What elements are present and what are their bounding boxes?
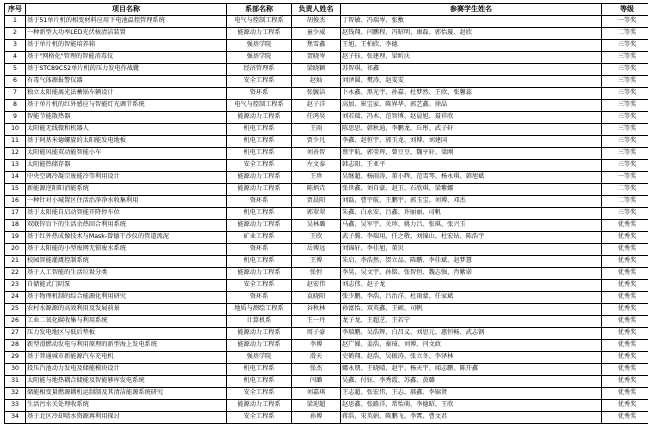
cell-title: 智能节能散热器	[26, 112, 227, 124]
cell-level: 优秀奖	[602, 376, 648, 388]
cell-level: 三等奖	[602, 208, 648, 220]
table-row[interactable]	[5, 352, 648, 364]
cell-num: 33	[5, 400, 26, 412]
table-row[interactable]	[5, 196, 648, 208]
cell-title: 工业二氧化碳收集与利用系统	[26, 316, 227, 328]
cell-title: 新能源逆阳阳消能系统	[26, 184, 227, 196]
table-body	[5, 16, 648, 424]
cell-dept: 能源动力工程系	[227, 172, 292, 184]
cell-dept: 资环系	[227, 244, 292, 256]
cell-num: 24	[5, 292, 26, 304]
table-row[interactable]	[5, 100, 648, 112]
cell-title: 压力发电地区与低后垫板	[26, 328, 227, 340]
column-header-dept: 系部名称	[227, 4, 292, 16]
cell-level: 优秀奖	[602, 340, 648, 352]
table-row[interactable]	[5, 184, 648, 196]
cell-level: 优秀奖	[602, 328, 648, 340]
cell-dept: 资环系	[227, 292, 292, 304]
cell-students: 赵思鑫、张路洋、常怡萌、李德昭、王欣	[341, 400, 602, 412]
cell-num: 25	[5, 304, 26, 316]
cell-leader: 梁晓颖	[292, 64, 341, 76]
cell-level: 优秀奖	[602, 316, 648, 328]
cell-leader: 谷秋林	[292, 304, 341, 316]
cell-num: 15	[5, 184, 26, 196]
cell-leader: 梁迎超	[292, 400, 341, 412]
table-row[interactable]	[5, 400, 648, 412]
cell-students: 吴鑫、付钰、李秀霞、苏鑫、黄璐	[341, 376, 602, 388]
cell-title: 太阳能热储存器	[26, 160, 227, 172]
cell-leader: 任鸿昊	[292, 112, 341, 124]
cell-title: 太阳能风能双动能智能小车	[26, 148, 227, 160]
cell-level: 优秀奖	[602, 292, 648, 304]
cell-dept: 机电工程系	[227, 208, 292, 220]
cell-students: 史鹤翔、赵浩、吴振涛、张立冬、李泽林	[341, 352, 602, 364]
table-row[interactable]	[5, 136, 648, 148]
table-row[interactable]	[5, 268, 648, 280]
cell-num: 1	[5, 16, 26, 28]
cell-level: 三等奖	[602, 64, 648, 76]
table-row[interactable]	[5, 220, 648, 232]
cell-title: 基于太阳能自启动智能开降停车位	[26, 208, 227, 220]
cell-num: 2	[5, 28, 26, 40]
table-row[interactable]	[5, 172, 648, 184]
cell-students: 吴继超、杨雨涛、董小辉、范雪琴、杨永琪、韩旭斌	[341, 172, 602, 184]
column-header-students: 参赛学生姓名	[341, 4, 602, 16]
cell-leader: 赵灿	[292, 76, 341, 88]
cell-dept: 能源动力工程系	[227, 400, 292, 412]
table-header-row	[5, 4, 648, 16]
table-row[interactable]	[5, 52, 648, 64]
cell-students: 张少鹏、李浩、吕治洋、杜雨蒙、任家斌	[341, 292, 602, 304]
cell-num: 21	[5, 256, 26, 268]
cell-num: 3	[5, 40, 26, 52]
cell-title: 基于"网格化"管理的智能消毒仪	[26, 52, 227, 64]
cell-dept: 能源动力工程系	[227, 184, 292, 196]
cell-title: 有毒气体源报警仪器	[26, 76, 227, 88]
table-row[interactable]	[5, 256, 648, 268]
cell-title: 基于太阳能的小型废网无锁废水系统	[26, 244, 227, 256]
cell-students: 韩志阳、王亚平	[341, 160, 602, 172]
cell-title: 投压汽池动力发电及储能模块设计	[26, 364, 227, 376]
cell-students: 蒋浩、宋英娟、陈鹏飞、李霄、曹文君	[341, 412, 602, 424]
cell-dept: 机电工程系	[227, 364, 292, 376]
table-row[interactable]	[5, 316, 648, 328]
cell-leader: 张杰	[292, 364, 341, 376]
cell-dept: 能源动力工程系	[227, 28, 292, 40]
table-row[interactable]	[5, 304, 648, 316]
table-row[interactable]	[5, 232, 648, 244]
cell-leader: 王欣	[292, 232, 341, 244]
cell-students: 李瑞鹏、吴浩辉、白昌义、刘思元、惠恒畅、武志钢	[341, 328, 602, 340]
cell-students: 王旭、王柏欣、李德	[341, 40, 602, 52]
cell-title: 自储能式门阴泵	[26, 280, 227, 292]
cell-num: 26	[5, 316, 26, 328]
cell-students: 李昊、吴文宇、孙铭、张智恒、魏志强、肖紫诺	[341, 268, 602, 280]
cell-leader: 闫璐	[292, 376, 341, 388]
cell-leader: 袁晓阳	[292, 292, 341, 304]
cell-num: 9	[5, 112, 26, 124]
cell-students: 卜永鑫、黑光宇、孙嘉、杜梦然、王欣、张馨蕊	[341, 88, 602, 100]
column-header-title: 项目名称	[26, 4, 227, 16]
cell-num: 28	[5, 340, 26, 352]
cell-dept: 能源动力工程系	[227, 268, 292, 280]
cell-dept: 安全工程系	[227, 388, 292, 400]
cell-level: 优秀奖	[602, 232, 648, 244]
cell-title: 储能相变量燃源耦机运制制及其清洁能源系统研究	[26, 388, 227, 400]
cell-students: 刘泽圆、樊涛、赵雯雯	[341, 76, 602, 88]
column-header-leader: 负责人姓名	[292, 4, 341, 16]
cell-dept: 安全工程系	[227, 280, 292, 292]
table-row[interactable]	[5, 244, 648, 256]
cell-title: 基于人工智能的生活垃圾分类	[26, 268, 227, 280]
cell-leader: 郭翠翠	[292, 208, 341, 220]
cell-leader: 刘善智	[292, 148, 341, 160]
cell-dept: 资环系	[227, 88, 292, 100]
cell-num: 13	[5, 160, 26, 172]
cell-leader: 赵宏伟	[292, 280, 341, 292]
cell-level: 三等奖	[602, 52, 648, 64]
cell-title: 基于单片机的红外感应与智能灯光调节系统	[26, 100, 227, 112]
cell-leader: 刘嘉琪	[292, 388, 341, 400]
cell-leader: 赵子洋	[292, 100, 341, 112]
cell-title: 农村水源源的高效利用及发展前景	[26, 304, 227, 316]
cell-title: 基于51单片机的相变材料应用下电池温控管理系统	[26, 16, 227, 28]
cell-students: 陈思思、韩秋迪、李鹏龙、丘彤、武子轩	[341, 124, 602, 136]
cell-num: 32	[5, 388, 26, 400]
table-row[interactable]	[5, 280, 648, 292]
cell-num: 4	[5, 52, 26, 64]
cell-leader: 李博	[292, 340, 341, 352]
cell-title: 一种新型大功率LED光伏核清洁装置	[26, 28, 227, 40]
cell-title: 独立太阳能离光法蓄锅车辆设计	[26, 88, 227, 100]
cell-dept: 安全工程系	[227, 76, 292, 88]
cell-level: 优秀奖	[602, 412, 648, 424]
cell-students: 赵子钰、张建理、梁昕庆	[341, 52, 602, 64]
cell-leader: 焦雪鑫	[292, 40, 341, 52]
cell-title: 基于STC89C52单片机的压力发电作战靴	[26, 64, 227, 76]
cell-level: 三等奖	[602, 136, 648, 148]
cell-level: 优秀奖	[602, 268, 648, 280]
table-row[interactable]	[5, 40, 648, 52]
table-row[interactable]	[5, 64, 648, 76]
cell-students: 朱鑫、白永安、吕鑫、许丽丽、司帆	[341, 208, 602, 220]
cell-num: 12	[5, 148, 26, 160]
cell-level: 优秀奖	[602, 364, 648, 376]
cell-num: 19	[5, 232, 26, 244]
cell-dept: 矿业工程系	[227, 232, 292, 244]
cell-dept: 计算机系	[227, 316, 292, 328]
cell-num: 30	[5, 364, 26, 376]
cell-leader: 张毓洁	[292, 88, 341, 100]
cell-level: 优秀奖	[602, 304, 648, 316]
cell-leader: 吴林璐	[292, 220, 341, 232]
cell-num: 8	[5, 100, 26, 112]
cell-level: 二等奖	[602, 196, 648, 208]
cell-num: 29	[5, 352, 26, 364]
table-header	[5, 4, 648, 16]
cell-level: 三等奖	[602, 124, 648, 136]
cell-num: 10	[5, 124, 26, 136]
cell-students: 刘志伟、赵子龙	[341, 280, 602, 292]
cell-level: 三等奖	[602, 88, 648, 100]
cell-num: 5	[5, 64, 26, 76]
cell-leader: 滑天	[292, 352, 341, 364]
cell-leader: 孙博	[292, 412, 341, 424]
cell-leader: 张恒	[292, 268, 341, 280]
table-row[interactable]	[5, 376, 648, 388]
cell-leader: 贺晓岑	[292, 52, 341, 64]
cell-level: 一等奖	[602, 16, 648, 28]
cell-level: 二等奖	[602, 28, 648, 40]
cell-dept: 强基学院	[227, 40, 292, 52]
cell-title: 基于红外热成像技术与Mask-曾德干沙仪的管道流泥	[26, 232, 227, 244]
cell-num: 34	[5, 412, 26, 424]
cell-dept: 强基学院	[227, 52, 292, 64]
cell-num: 17	[5, 208, 26, 220]
cell-dept: 机电工程系	[227, 136, 292, 148]
cell-students: 龙子龙、王超芝、王若宁	[341, 316, 602, 328]
cell-level: 优秀奖	[602, 352, 648, 364]
cell-num: 20	[5, 244, 26, 256]
table-row[interactable]	[5, 292, 648, 304]
table-row[interactable]	[5, 124, 648, 136]
cell-level: 优秀奖	[602, 244, 648, 256]
cell-num: 16	[5, 196, 26, 208]
cell-num: 18	[5, 220, 26, 232]
cell-leader: 贾晨阳	[292, 196, 341, 208]
cell-students: 刘若瑞、冯木、范智博、赵晨旭、聂祥欣	[341, 112, 602, 124]
cell-level: 一等奖	[602, 172, 648, 184]
cell-dept: 经济管理系	[227, 64, 292, 76]
cell-students: 李鑫、赵恒宇、郭玉龙、刘博、刘建国	[341, 136, 602, 148]
table-row[interactable]	[5, 364, 648, 376]
cell-students: 赵广娣、姜浩、秦琦、刘博、闫文政	[341, 340, 602, 352]
cell-students: 丁智敏、冯瑞岑、张敷	[341, 16, 602, 28]
cell-dept: 机电工程系	[227, 376, 292, 388]
cell-level: 三等奖	[602, 100, 648, 112]
table-row[interactable]	[5, 328, 648, 340]
cell-students: 高加、崔宝家、陈界华、郭艺鑫、徐晶	[341, 100, 602, 112]
cell-students: 赵钱翔、闫鹏程、冯昭明、康磊、郭怡璇、赵欣	[341, 28, 602, 40]
cell-title: 双联锌盲下的生活余热回合利用系统	[26, 220, 227, 232]
cell-leader: 王一丹	[292, 316, 341, 328]
cell-level: 优秀奖	[602, 280, 648, 292]
cell-dept: 电气与控制工程系	[227, 16, 292, 28]
cell-dept: 资环系	[227, 196, 292, 208]
cell-level: 二等奖	[602, 184, 648, 196]
table-row[interactable]	[5, 16, 648, 28]
cell-leader: 贾少凡	[292, 136, 341, 148]
cell-level: 优秀奖	[602, 220, 648, 232]
cell-num: 31	[5, 376, 26, 388]
cell-title: 太阳能无线微和机器人	[26, 124, 227, 136]
column-header-level: 等级	[602, 4, 648, 16]
table-row[interactable]	[5, 112, 648, 124]
cell-title: 基于普通城市新能源汽车充电机	[26, 352, 227, 364]
cell-num: 7	[5, 88, 26, 100]
cell-leader: 王博	[292, 256, 341, 268]
cell-level: 三等奖	[602, 40, 648, 52]
cell-students: 苏智琪、祁鑫	[341, 64, 602, 76]
cell-leader: 胡俊杰	[292, 16, 341, 28]
cell-num: 11	[5, 136, 26, 148]
table-row[interactable]	[5, 88, 648, 100]
cell-dept: 能源动力工程系	[227, 112, 292, 124]
cell-students: 马鑫、吴军宇、关珍、姚力吕、张琪、张兴玉	[341, 220, 602, 232]
cell-leader: 王珍	[292, 172, 341, 184]
cell-students: 蔡宇航、郭莹珲、曾豆豆、魏亨轩、梁刚	[341, 148, 602, 160]
cell-level: 优秀奖	[602, 256, 648, 268]
cell-dept: 机电工程系	[227, 148, 292, 160]
cell-students: 刘锦轩、李佳旭、董贝	[341, 244, 602, 256]
cell-leader: 周子豪	[292, 328, 341, 340]
cell-leader: 左文泰	[292, 160, 341, 172]
cell-students: 王志超、张宏伟、王志、郝鑫、李锦贤	[341, 388, 602, 400]
cell-title: 基于物理机制的综合能源化利用研究	[26, 292, 227, 304]
cell-dept: 强基学院	[227, 352, 292, 364]
cell-students: 张世鑫、刘自豪、赵玉、石欣琪、梁紫娜	[341, 184, 602, 196]
cell-leader: 岳博远	[292, 244, 341, 256]
cell-title: 生活污水关处理收系统	[26, 400, 227, 412]
cell-students: 刘磊、曹宇航、王鹏宇、郭玉宝、刘博、邓杰	[341, 196, 602, 208]
table-row[interactable]	[5, 412, 648, 424]
cell-leader: 童少威	[292, 28, 341, 40]
cell-dept: 能源动力工程系	[227, 340, 292, 352]
cell-num: 22	[5, 268, 26, 280]
award-list-table	[4, 3, 648, 424]
cell-leader: 陈炳垚	[292, 184, 341, 196]
cell-students: 孙富怡、双英鑫、王硕、司帆	[341, 304, 602, 316]
table-row[interactable]	[5, 340, 648, 352]
cell-title: 基于单片机的智能培养箱	[26, 40, 227, 52]
cell-level: 优秀奖	[602, 400, 648, 412]
cell-title: 基于北区冷却喷水资源再利用探讨	[26, 412, 227, 424]
cell-students: 娜永朋、王晓晴、赵宇、杨天宇、闻志鹏、陈开鑫	[341, 364, 602, 376]
cell-students: 朱启、李浩然、贺立品、陈鹏、李佳斌、赵梦慧	[341, 256, 602, 268]
cell-level: 优秀奖	[602, 388, 648, 400]
cell-dept: 安全工程系	[227, 160, 292, 172]
table-row[interactable]	[5, 76, 648, 88]
cell-level: 三等奖	[602, 112, 648, 124]
cell-num: 23	[5, 280, 26, 292]
table-row[interactable]	[5, 208, 648, 220]
cell-title: 校园智能灌溉控制系统	[26, 256, 227, 268]
cell-title: 中央空调冷凝宗废能冷等利用设计	[26, 172, 227, 184]
column-header-num: 序号	[5, 4, 26, 16]
cell-dept: 能源动力工程系	[227, 220, 292, 232]
table-row[interactable]	[5, 148, 648, 160]
cell-level: 三等奖	[602, 76, 648, 88]
cell-dept: 安全工程系	[227, 412, 292, 424]
cell-num: 27	[5, 328, 26, 340]
table-row[interactable]	[5, 388, 648, 400]
cell-dept: 电气与控制工程系	[227, 100, 292, 112]
cell-dept: 机电工程系	[227, 256, 292, 268]
cell-dept: 地质与测绘工程系	[227, 304, 292, 316]
cell-dept: 能源动力工程系	[227, 328, 292, 340]
cell-num: 14	[5, 172, 26, 184]
cell-title: 一种针对小城置区住活治净净水收集利用	[26, 196, 227, 208]
cell-students: 武子腾、李瑞用、任之敬、刘锦山、杜宏钻、陈浩宇	[341, 232, 602, 244]
cell-title: 新型滑燃动发电与利用原理的新型海上发电系统	[26, 340, 227, 352]
table-row[interactable]	[5, 28, 648, 40]
cell-title: 太阳能与地热耦合储能及智能够库发电系统	[26, 376, 227, 388]
cell-level: 三等奖	[602, 160, 648, 172]
cell-leader: 王雨	[292, 124, 341, 136]
cell-level: 三等奖	[602, 148, 648, 160]
cell-num: 6	[5, 76, 26, 88]
cell-title: 基于阿基米德螺旋的太阳能发电地板	[26, 136, 227, 148]
table-row[interactable]	[5, 160, 648, 172]
cell-dept: 机电工程系	[227, 124, 292, 136]
